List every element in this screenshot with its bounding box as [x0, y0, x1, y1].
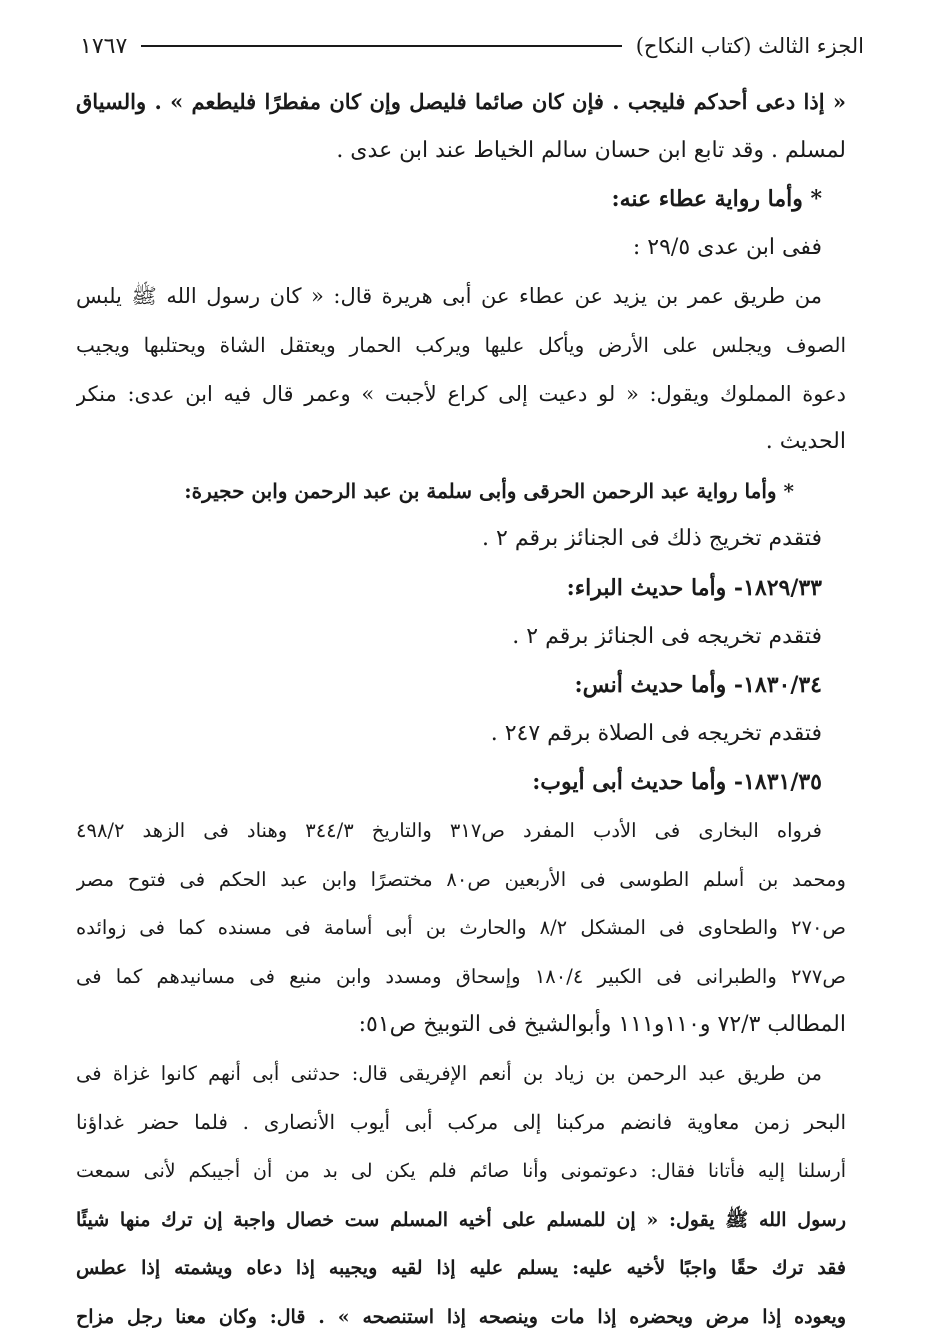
- text-line: فقد ترك حقًا واجبًا لأخيه عليه: يسلم عليه إذا لقيه ويجيبه إذا دعاه ويشمته إذا عطس: [76, 1257, 846, 1280]
- text-line: فرواه البخارى فى الأدب المفرد ص٣١٧ والتاريخ ٣٤٤/٣ وهناد فى الزهد ٤٩٨/٢: [76, 818, 822, 842]
- hadith-heading: ١٨٣١/٣٥- وأما حديث أبى أيوب:: [532, 769, 822, 796]
- running-title: الجزء الثالث (كتاب النكاح): [635, 34, 864, 58]
- text-line: أرسلنا إليه فأتانا فقال: دعوتمونى وأنا صائم فلم يكن لى بد من أن أجيبكم لأنى سمعت: [76, 1160, 846, 1183]
- header-rule: [141, 45, 621, 47]
- text-line: فتقدم تخريجه فى الصلاة برقم ٢٤٧ .: [490, 720, 822, 746]
- text-line: دعوة المملوك ويقول: « لو دعيت إلى كراع لأجبت » وعمر قال فيه ابن عدى: منكر: [76, 381, 846, 406]
- hadith-heading: ١٨٣٠/٣٤- وأما حديث أنس:: [574, 672, 822, 699]
- text-line: ففى ابن عدى ٢٩/٥ :: [632, 234, 822, 260]
- page-header: [80, 28, 864, 64]
- text-line: المطالب ٧٢/٣ و١١٠و١١١ وأبوالشيخ فى التوبيخ ص٥١:: [358, 1012, 846, 1038]
- text-line: من طريق عمر بن يزيد عن عطاء عن أبى هريرة قال: « كان رسول الله ﷺ يلبس: [76, 284, 822, 309]
- text-line: فتقدم تخريجه فى الجنائز برقم ٢ .: [512, 623, 822, 649]
- hadith-heading: ١٨٢٩/٣٣- وأما حديث البراء:: [566, 574, 822, 601]
- page-body: [76, 78, 846, 1341]
- text-line: الحديث .: [765, 429, 846, 455]
- section-heading: * وأما رواية عطاء عنه:: [611, 186, 822, 213]
- text-line: ص٢٧٠ والطحاوى فى المشكل ٨/٢ والحارث بن أبى أسامة فى مسنده كما فى زوائده: [76, 916, 846, 940]
- text-line: ومحمد بن أسلم الطوسى فى الأربعين ص٨٠ مختصرًا وابن عبد الحكم فى فتوح مصر: [76, 867, 846, 891]
- text-line: الصوف ويجلس على الأرض ويأكل عليها ويركب الحمار ويعتقل الشاة ويحتلبها ويجيب: [76, 332, 846, 357]
- text-line: البحر زمن معاوية فانضم مركبنا إلى مركب أبى أيوب الأنصارى . فلما حضر غداؤنا: [76, 1110, 846, 1135]
- page-number: ١٧٦٧: [80, 33, 128, 59]
- text-line: ويعوده إذا مرض ويحضره إذا مات وينصحه إذا استنصحه » . قال: وكان معنا رجل مزاح: [76, 1305, 846, 1328]
- text-line: فتقدم تخريج ذلك فى الجنائز برقم ٢ .: [482, 526, 822, 552]
- text-line: لمسلم . وقد تابع ابن حسان سالم الخياط عند ابن عدى .: [336, 137, 846, 163]
- section-heading: * وأما رواية عبد الرحمن الحرقى وأبى سلمة بن عبد الرحمن وابن حجيرة:: [184, 478, 794, 503]
- text-line: من طريق عبد الرحمن بن زياد بن أنعم الإفريقى قال: حدثنى أبى أنهم كانوا غزاة فى: [76, 1061, 822, 1085]
- text-line: ص٢٧٧ والطبرانى فى الكبير ١٨٠/٤ وإسحاق ومسدد وابن منيع فى مسانيدهم كما فى: [76, 964, 846, 988]
- text-line: « إذا دعى أحدكم فليجب . فإن كان صائما فليصل وإن كان مفطرًا فليطعم » . والسياق: [76, 89, 846, 114]
- text-line: رسول الله ﷺ يقول: « إن للمسلم على أخيه المسلم ست خصال واجبة إن ترك منها شيئًا: [76, 1208, 846, 1231]
